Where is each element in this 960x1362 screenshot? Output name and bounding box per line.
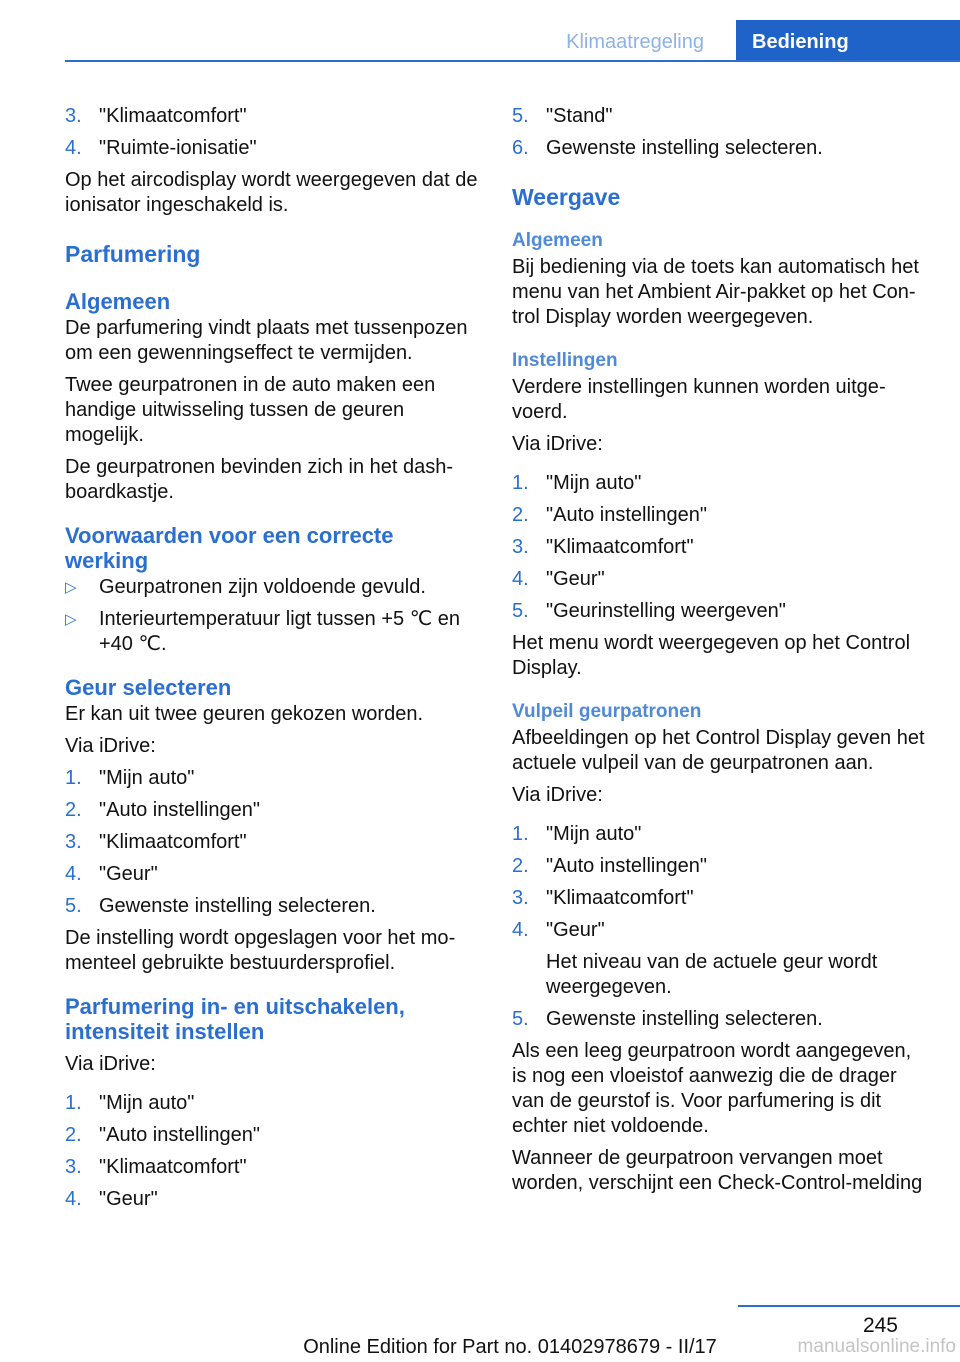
paragraph: Er kan uit twee geuren gekozen worden. <box>65 703 423 725</box>
list-item <box>512 535 927 560</box>
page-number: 245 <box>862 1314 898 1337</box>
subheading-algemeen: Algemeen <box>512 230 603 251</box>
paragraph: Afbeeldingen op het Control Display geven het actuele vulpeil van de geurpatronen aan. <box>512 727 925 774</box>
list-item <box>65 1123 480 1148</box>
step-number: 1. <box>512 472 529 494</box>
step-text: "Ruimte-ionisatie" <box>99 137 257 159</box>
numbered-list <box>65 104 480 161</box>
paragraph: Via iDrive: <box>512 784 603 806</box>
paragraph: De parfumering vindt plaats met tussenpozen om een gewenningseffect te vermijden. <box>65 317 468 364</box>
subheading-instellingen: Instellingen <box>512 350 618 371</box>
step-text: "Auto instellingen" <box>546 855 707 877</box>
list-item <box>512 854 927 879</box>
step-note: Het niveau van de actuele geur wordt weergegeven. <box>546 951 878 998</box>
list-item <box>65 1187 480 1212</box>
list-item <box>512 503 927 528</box>
heading-weergave: Weergave <box>512 184 621 210</box>
step-number: 3. <box>512 887 529 909</box>
paragraph: Het menu wordt weergegeven op het Control Display. <box>512 632 911 679</box>
list-item <box>65 136 480 161</box>
step-number: 2. <box>65 1124 82 1146</box>
step-text: "Klimaatcomfort" <box>546 536 694 558</box>
step-text: "Geur" <box>546 919 605 941</box>
list-item <box>65 1155 480 1180</box>
numbered-list <box>512 822 927 1032</box>
step-number: 4. <box>512 919 529 941</box>
subheading-algemeen: Algemeen <box>65 289 171 314</box>
list-item <box>65 104 480 129</box>
footer-rule <box>738 1305 960 1307</box>
page-header <box>65 20 960 62</box>
step-text: "Mijn auto" <box>546 823 642 845</box>
paragraph: Wanneer de geurpatroon vervangen moet worden, verschijnt een Check-Control-melding <box>512 1147 923 1194</box>
list-item <box>65 575 480 600</box>
list-item <box>65 830 480 855</box>
step-number: 4. <box>65 137 82 159</box>
list-item <box>512 104 927 129</box>
triangle-bullet-icon: ▷ <box>65 611 77 628</box>
step-text: "Geurinstelling weergeven" <box>546 600 786 622</box>
step-text: "Stand" <box>546 105 613 127</box>
step-text: Gewenste instelling selecteren. <box>546 1008 823 1030</box>
step-text: Gewenste instelling selecteren. <box>99 895 376 917</box>
bullet-text: Interieurtemperatuur ligt tussen +5 ℃ en +40 ℃. <box>99 608 460 655</box>
paragraph: Als een leeg geurpatroon wordt aangegeven, is nog een vloeistof aanwezig die de drager van de geurstof is. Voor parfumering is dit echter niet voldoende. <box>512 1040 912 1137</box>
left-column <box>65 104 480 1219</box>
list-item <box>512 822 927 847</box>
step-text: "Klimaatcomfort" <box>99 1156 247 1178</box>
step-number: 3. <box>65 1156 82 1178</box>
edition-line: Online Edition for Part no. 01402978679 - II/17 <box>303 1336 717 1358</box>
paragraph: Via iDrive: <box>65 1053 156 1075</box>
step-number: 3. <box>512 536 529 558</box>
paragraph: Via iDrive: <box>512 433 603 455</box>
step-number: 5. <box>65 895 82 917</box>
paragraph: De geurpatronen bevinden zich in het dashboardkastje. <box>65 456 454 503</box>
numbered-list <box>512 104 927 161</box>
step-text: "Klimaatcomfort" <box>546 887 694 909</box>
list-item <box>512 599 927 624</box>
step-number: 3. <box>65 831 82 853</box>
paragraph: Bij bediening via de toets kan automatisch het menu van het Ambient Air-pakket op het Control Display worden weergegeven. <box>512 256 919 328</box>
subheading-geur-selecteren: Geur selecteren <box>65 675 232 700</box>
paragraph: Verdere instellingen kunnen worden uitgevoerd. <box>512 376 886 423</box>
list-item <box>65 607 480 657</box>
list-item <box>512 918 927 1000</box>
list-item <box>65 894 480 919</box>
step-text: Gewenste instelling selecteren. <box>546 137 823 159</box>
step-number: 5. <box>512 105 529 127</box>
numbered-list <box>65 1091 480 1212</box>
list-item <box>512 136 927 161</box>
bullet-list <box>65 575 480 657</box>
step-number: 2. <box>512 855 529 877</box>
subheading-in-uitschakelen: Parfumering in- en uitschakelen, intensiteit instellen <box>65 994 405 1044</box>
right-column <box>512 104 927 1203</box>
step-number: 5. <box>512 600 529 622</box>
subheading-voorwaarden: Voorwaarden voor een correcte werking <box>65 523 394 573</box>
triangle-bullet-icon: ▷ <box>65 579 77 596</box>
step-number: 1. <box>512 823 529 845</box>
list-item <box>512 886 927 911</box>
step-text: "Auto instellingen" <box>99 1124 260 1146</box>
step-number: 4. <box>65 1188 82 1210</box>
step-text: "Klimaatcomfort" <box>99 831 247 853</box>
step-text: "Mijn auto" <box>546 472 642 494</box>
header-rule <box>65 60 960 62</box>
list-item <box>65 766 480 791</box>
list-item <box>512 567 927 592</box>
step-number: 2. <box>65 799 82 821</box>
step-number: 6. <box>512 137 529 159</box>
bullet-text: Geurpatronen zijn voldoende gevuld. <box>99 576 426 598</box>
chapter-tab[interactable]: Bediening <box>736 20 960 60</box>
step-text: "Auto instellingen" <box>99 799 260 821</box>
list-item <box>65 862 480 887</box>
list-item <box>512 1007 927 1032</box>
step-number: 4. <box>65 863 82 885</box>
paragraph: Via iDrive: <box>65 735 156 757</box>
list-item <box>65 1091 480 1116</box>
paragraph: De instelling wordt opgeslagen voor het momenteel gebruikte bestuurdersprofiel. <box>65 927 456 974</box>
step-number: 3. <box>65 105 82 127</box>
step-text: "Geur" <box>546 568 605 590</box>
step-text: "Geur" <box>99 1188 158 1210</box>
step-text: "Klimaatcomfort" <box>99 105 247 127</box>
step-number: 1. <box>65 1092 82 1114</box>
step-text: "Mijn auto" <box>99 1092 195 1114</box>
subheading-vulpeil: Vulpeil geurpatronen <box>512 701 702 722</box>
paragraph: Op het aircodisplay wordt weergegeven dat de ionisator ingeschakeld is. <box>65 169 478 216</box>
numbered-list <box>65 766 480 919</box>
step-text: "Auto instellingen" <box>546 504 707 526</box>
watermark: manualsonline.info <box>797 1336 956 1357</box>
paragraph: Twee geurpatronen in de auto maken een handige uitwisseling tussen de geuren mogelijk. <box>65 374 436 446</box>
step-number: 2. <box>512 504 529 526</box>
step-number: 5. <box>512 1008 529 1030</box>
heading-parfumering: Parfumering <box>65 241 201 267</box>
list-item <box>512 471 927 496</box>
step-text: "Mijn auto" <box>99 767 195 789</box>
list-item <box>65 798 480 823</box>
numbered-list <box>512 471 927 624</box>
step-number: 4. <box>512 568 529 590</box>
section-tab[interactable]: Klimaatregeling <box>566 31 704 53</box>
step-number: 1. <box>65 767 82 789</box>
step-text: "Geur" <box>99 863 158 885</box>
